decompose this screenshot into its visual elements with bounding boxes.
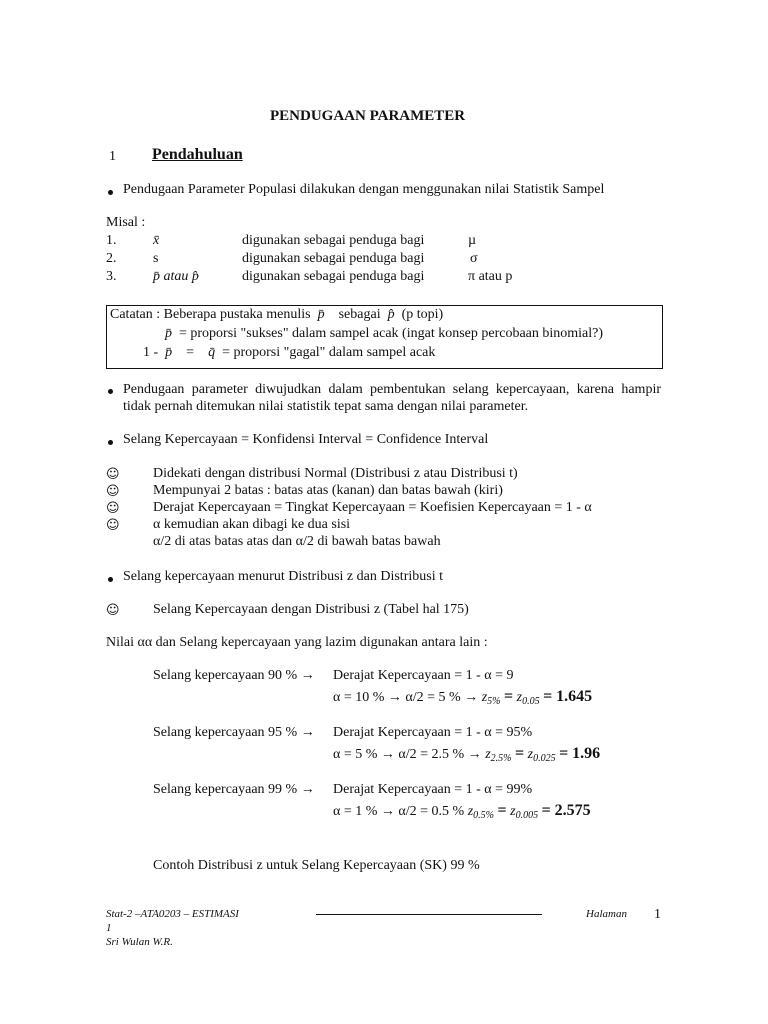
z-symbol: z bbox=[510, 804, 516, 819]
smiley-icon: ☺ bbox=[106, 501, 120, 516]
footer-divider bbox=[316, 914, 542, 915]
catatan-text: 1 - bbox=[143, 345, 159, 360]
sk-label: Selang kepercayaan 99 % → bbox=[153, 782, 315, 797]
sk-alpha: α = 1 % → α/2 = 0.5 % bbox=[333, 804, 465, 819]
bullet-text-1: Pendugaan Parameter Populasi dilakukan dengan menggunakan nilai Statistik Sampel bbox=[123, 182, 605, 197]
smiley-icon: ☺ bbox=[106, 603, 120, 618]
catatan-text: (p topi) bbox=[401, 307, 444, 322]
bullet-icon bbox=[108, 440, 113, 445]
nilai-text: Nilai αα dan Selang kepercayaan yang lazim digunakan antara lain : bbox=[106, 635, 488, 650]
z-subscript: 0.025 bbox=[533, 753, 556, 764]
misal-row-param: µ bbox=[468, 233, 477, 248]
z-symbol: z bbox=[485, 747, 491, 762]
page-title: PENDUGAAN PARAMETER bbox=[270, 108, 466, 124]
misal-row-desc: digunakan sebagai penduga bagi bbox=[242, 233, 425, 248]
bullet-icon bbox=[108, 389, 113, 394]
z-symbol: z bbox=[527, 747, 534, 762]
misal-row-symbol: p̄ atau p̂ bbox=[153, 269, 199, 284]
misal-row-param: π atau p bbox=[468, 269, 513, 284]
smiley-text: α kemudian akan dibagi ke dua sisi bbox=[153, 517, 351, 532]
misal-row-no: 1. bbox=[106, 233, 117, 248]
bullet-icon bbox=[108, 190, 113, 195]
catatan-line2 bbox=[165, 326, 603, 342]
z-symbol: z bbox=[467, 804, 474, 819]
sk-derajat: Derajat Kepercayaan = 1 - α = 9 bbox=[333, 668, 514, 683]
misal-row-desc: digunakan sebagai penduga bagi bbox=[242, 251, 425, 266]
smiley-icon: ☺ bbox=[106, 484, 120, 499]
smiley-icon: ☺ bbox=[106, 518, 120, 533]
z-subscript: 2.5% bbox=[490, 753, 512, 764]
z-value: = 1.645 bbox=[543, 688, 593, 705]
bullet-text-2: Pendugaan parameter diwujudkan dalam pembentukan selang kepercayaan, karena hampir tidak pernah ditemukan nilai statistik tepat sama dengan nilai parameter. bbox=[123, 382, 661, 414]
sk-formula: α = 1 % → α/2 = 0.5 % $z_{0.5\%} = z_{0.005} = 2.575$ bbox=[333, 802, 591, 821]
sk-alpha: α = 5 % → α/2 = 2.5 % → bbox=[333, 747, 482, 762]
catatan-text: = proporsi "gagal" dalam sampel acak bbox=[222, 345, 436, 360]
smiley-text: Mempunyai 2 batas : batas atas (kanan) dan batas bawah (kiri) bbox=[153, 483, 503, 498]
misal-row-symbol: x̄ bbox=[153, 233, 160, 248]
misal-label: Misal : bbox=[106, 215, 146, 230]
section-title: Pendahuluan bbox=[152, 146, 243, 163]
bullet-text-3: Selang Kepercayaan = Konfidensi Interval = Confidence Interval bbox=[123, 432, 489, 447]
catatan-text: = proporsi "sukses" dalam sampel acak (ingat konsep percobaan binomial?) bbox=[179, 326, 604, 341]
p-hat-symbol: p̂ bbox=[387, 307, 395, 322]
smiley-icon: ☺ bbox=[106, 467, 120, 482]
sk-derajat: Derajat Kepercayaan = 1 - α = 99% bbox=[333, 782, 533, 797]
z-value: = 2.575 bbox=[541, 802, 591, 819]
misal-row-desc: digunakan sebagai penduga bagi bbox=[242, 269, 425, 284]
catatan-text: sebagai bbox=[338, 307, 381, 322]
misal-row-param: σ bbox=[470, 251, 478, 266]
smiley-text: Derajat Kepercayaan = Tingkat Kepercayaan = Koefisien Kepercayaan = 1 - α bbox=[153, 500, 592, 515]
sk-formula: α = 5 % → α/2 = 2.5 % → $z_{2.5\%} = z_{0.025} = 1.96$ bbox=[333, 745, 601, 764]
contoh-text: Contoh Distribusi z untuk Selang Kepercayaan (SK) 99 % bbox=[153, 858, 480, 873]
sk-label: Selang kepercayaan 90 % → bbox=[153, 668, 315, 683]
p-bar-symbol: p̄ bbox=[165, 345, 173, 360]
sk-label: Selang kepercayaan 95 % → bbox=[153, 725, 315, 740]
smiley-text-continued: α/2 di atas batas atas dan α/2 di bawah batas bawah bbox=[153, 534, 441, 549]
sk-formula: α = 10 % → α/2 = 5 % → $z_{5\%} = z_{0.05} = 1.645$ bbox=[333, 688, 593, 707]
bullet-text-4: Selang kepercayaan menurut Distribusi z dan Distribusi t bbox=[123, 569, 443, 584]
q-bar-symbol: q̄ bbox=[208, 345, 216, 360]
footer-line2: 1 bbox=[106, 922, 112, 934]
misal-row-no: 3. bbox=[106, 269, 117, 284]
sk-derajat: Derajat Kepercayaan = 1 - α = 95% bbox=[333, 725, 533, 740]
smiley-text: Selang Kepercayaan dengan Distribusi z (Tabel hal 175) bbox=[153, 602, 469, 617]
z-subscript: 0.05 bbox=[522, 696, 540, 707]
z-value: = 1.96 bbox=[559, 745, 601, 762]
z-symbol: z bbox=[481, 690, 488, 705]
sk-alpha: α = 10 % → α/2 = 5 % → bbox=[333, 690, 479, 705]
misal-row-no: 2. bbox=[106, 251, 117, 266]
z-subscript: 0.5% bbox=[473, 810, 494, 821]
z-symbol: z bbox=[516, 690, 523, 705]
p-bar-symbol: p̄ bbox=[317, 307, 325, 322]
page-number: 1 bbox=[654, 907, 661, 922]
smiley-text: Didekati dengan distribusi Normal (Distribusi z atau Distribusi t) bbox=[153, 466, 518, 481]
footer-author: Sri Wulan W.R. bbox=[106, 936, 173, 948]
misal-row-symbol: s bbox=[153, 251, 159, 266]
catatan-text: Catatan : Beberapa pustaka menulis bbox=[110, 307, 311, 322]
equals-sign: = bbox=[186, 345, 195, 360]
footer-course: Stat-2 –ATA0203 – ESTIMASI bbox=[106, 908, 239, 920]
p-bar-symbol: p̄ bbox=[165, 326, 172, 341]
section-number: 1 bbox=[109, 149, 116, 164]
catatan-line3 bbox=[143, 345, 435, 361]
footer-halaman: Halaman bbox=[586, 908, 627, 920]
bullet-icon bbox=[108, 577, 113, 582]
catatan-line1 bbox=[110, 307, 443, 323]
z-subscript: 5% bbox=[487, 696, 501, 707]
z-subscript: 0.005 bbox=[515, 810, 539, 821]
